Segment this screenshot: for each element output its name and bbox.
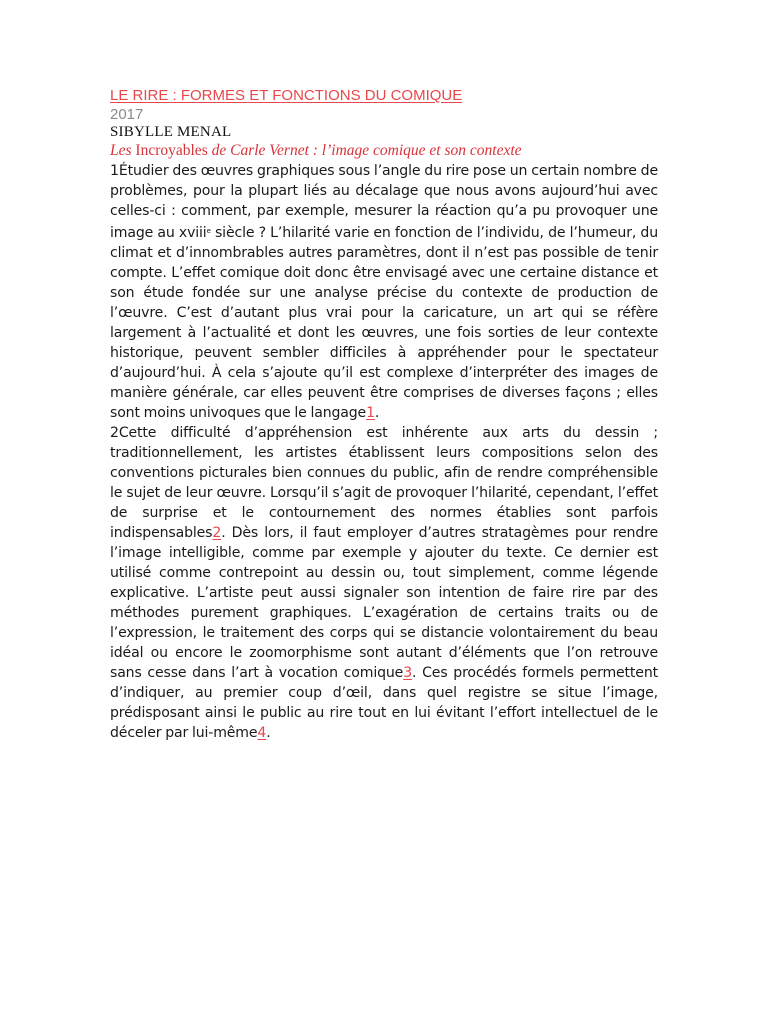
paragraph-text: Cette difficulté d’appréhension est inhérente aux arts du dessin ; traditionnellement, les artistes établissent leurs compositions selon des conventions picturales bien connues du public, afin de rendre compréhensible le sujet de leur œuvre. Lorsqu’il s’agit de provoquer l’hilarité, cependant, l’effet de surprise et le contournement des normes établies sont parfois indispensables (110, 425, 658, 541)
paragraph-text: siècle ? L’hilarité varie en fonction de l’individu, de l’humeur, du climat et d’innombrables autres paramètres, dont il n’est pas possible de tenir compte. L’effet comique doit donc être envisagé avec une certaine distance et son étude fondée sur une analyse précise du contexte de production de l’œuvre. C’est d’autant plus vrai pour la caricature, un art qui se réfère largement à l’actualité et dont les œuvres, une fois sorties de leur contexte historique, peuvent sembler difficiles à appréhender pour le spectateur d’aujourd’hui. À cela s’ajoute qu’il est complexe d’interpréter des images de manière générale, car elles peuvent être comprises de diverses façons ; elles sont moins univoques que le langage (110, 225, 658, 421)
author-name: SIBYLLE MENAL (110, 124, 232, 140)
paragraph-1 (110, 161, 658, 423)
footnote-link-4[interactable]: 4 (257, 725, 267, 741)
series-title-link[interactable]: LE RIRE : FORMES ET FONCTIONS DU COMIQUE (110, 87, 463, 104)
paragraph-2 (110, 423, 658, 743)
footnote-link-1[interactable]: 1 (366, 405, 375, 421)
footnote-link-2[interactable]: 2 (212, 525, 222, 541)
paragraph-text: . Dès lors, il faut employer d’autres stratagèmes pour rendre l’image intelligible, comme par exemple y ajouter du texte. Ce dernier est utilisé comme contrepoint au dessin ou, tout simplement, comme légende explicative. L’artiste peut aussi signaler son intention de faire rire par des méthodes purement graphiques. L’exagération de certains traits ou de l’expression, le traitement des corps qui se distancie volontairement du beau idéal ou encore le zoomorphisme sont autant d’éléments que l’on retrouve sans cesse dans l’art à vocation comique (110, 525, 658, 681)
article-title-upright: Incroyables (135, 142, 208, 159)
paragraph-text: Étudier des œuvres graphiques sous l’angle du rire pose un certain nombre de problèmes, pour la plupart liés au décalage que nous avons aujourd’hui avec celles-ci : comment, par exemple, mesurer la réaction qu’a pu provoquer une image au xviii (110, 163, 658, 241)
publication-year: 2017 (110, 106, 144, 123)
paragraph-text: . Ces procédés formels permettent d’indiquer, au premier coup d’œil, dans quel registre se situe l’image, prédisposant ainsi le public au rire tout en lui évitant l’effort intellectuel de le déceler par lui-même (110, 665, 658, 741)
article-title (110, 141, 658, 160)
century-superscript: e (206, 227, 211, 235)
article-title-prefix: Les (110, 142, 136, 159)
paragraph-end: . (374, 405, 380, 421)
footnote-link-3[interactable]: 3 (403, 665, 413, 681)
document-page (110, 86, 658, 743)
article-title-suffix: de Carle Vernet : l’image comique et son contexte (207, 142, 522, 159)
paragraph-number: 1 (110, 163, 119, 179)
paragraph-number: 2 (110, 425, 119, 441)
paragraph-end: . (266, 725, 271, 741)
